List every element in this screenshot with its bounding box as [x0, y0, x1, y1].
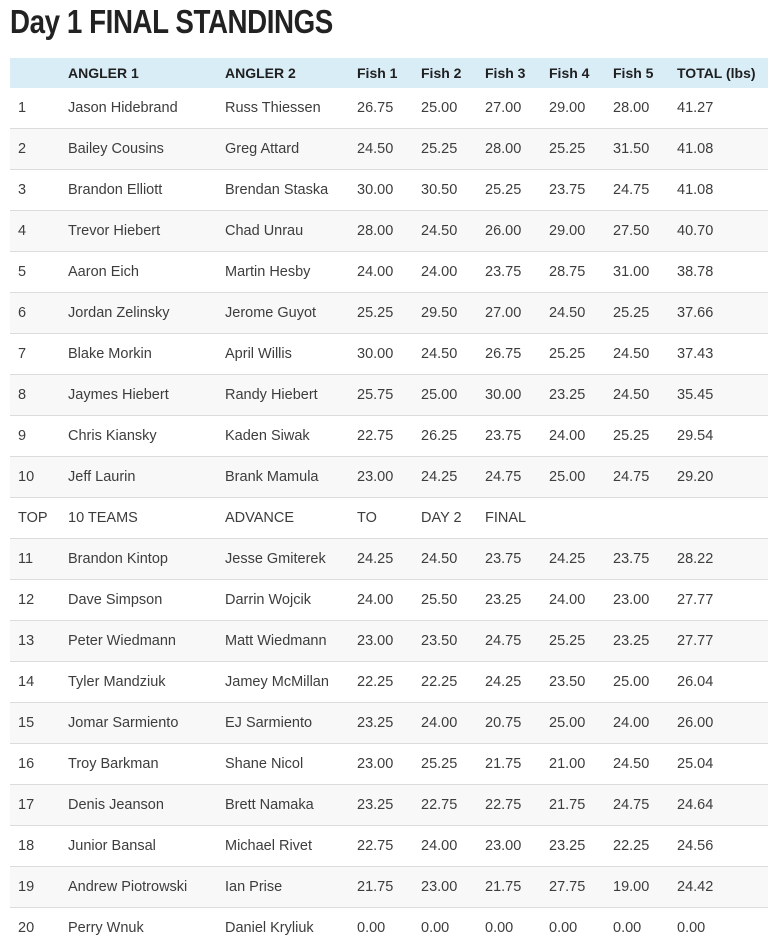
fish-5-cell: 24.75 — [605, 170, 669, 211]
table-row — [10, 211, 768, 252]
fish-4-cell: 24.50 — [541, 293, 605, 334]
rank-cell: 18 — [10, 826, 60, 867]
table-row — [10, 416, 768, 457]
total-cell: 25.04 — [669, 744, 768, 785]
fish-1-cell: 25.75 — [349, 375, 413, 416]
fish-3-cell: 23.25 — [477, 580, 541, 621]
total-cell: 37.66 — [669, 293, 768, 334]
rank-cell: 4 — [10, 211, 60, 252]
fish-1-cell: 22.75 — [349, 416, 413, 457]
fish-3-cell: 30.00 — [477, 375, 541, 416]
fish-4-cell: 24.00 — [541, 580, 605, 621]
angler1-cell: Jordan Zelinsky — [60, 293, 217, 334]
fish-1-cell: 26.75 — [357, 100, 394, 116]
fish-4-cell: 29.00 — [541, 211, 605, 252]
table-row — [10, 129, 768, 170]
angler2-cell: Michael Rivet — [217, 826, 349, 867]
fish-4-cell: 25.00 — [541, 457, 605, 498]
header-fish2: Fish 2 — [413, 58, 477, 88]
angler1-cell: Chris Kiansky — [60, 416, 217, 457]
header-rank — [10, 58, 60, 88]
angler2-cell: ADVANCE — [217, 498, 349, 539]
rank-cell: 13 — [10, 621, 60, 662]
fish-1-cell: 23.25 — [349, 785, 413, 826]
total-cell: 41.27 — [677, 100, 714, 116]
fish-5-cell: 25.25 — [605, 293, 669, 334]
fish-5-cell: 24.75 — [605, 457, 669, 498]
fish-1-cell: 28.00 — [349, 211, 413, 252]
angler1-cell: Denis Jeanson — [60, 785, 217, 826]
angler2-cell: Jesse Gmiterek — [217, 539, 349, 580]
header-angler1: ANGLER 1 — [60, 58, 217, 88]
fish-2-cell: 30.50 — [413, 170, 477, 211]
total-cell: 27.77 — [669, 580, 768, 621]
table-row — [10, 88, 768, 129]
fish-3-cell: 23.75 — [477, 252, 541, 293]
angler2-cell: Jerome Guyot — [217, 293, 349, 334]
table-header — [10, 58, 768, 88]
fish-2-cell: 26.25 — [413, 416, 477, 457]
fish-1-cell: 23.00 — [349, 457, 413, 498]
table-row — [10, 744, 768, 785]
fish-1-cell: 0.00 — [349, 908, 413, 945]
rank-cell: 1 — [18, 100, 27, 116]
fish-1-cell: TO — [349, 498, 413, 539]
rank-cell: 14 — [10, 662, 60, 703]
fish-2-cell: 22.25 — [413, 662, 477, 703]
fish-1-cell: 22.75 — [349, 826, 413, 867]
fish-3-cell: 0.00 — [477, 908, 541, 945]
standings-body — [10, 88, 768, 945]
header-fish1: Fish 1 — [349, 58, 413, 88]
angler2-cell: Greg Attard — [217, 129, 349, 170]
angler2-cell: Brett Namaka — [217, 785, 349, 826]
fish-3-cell: 23.75 — [477, 416, 541, 457]
total-cell: 27.77 — [669, 621, 768, 662]
fish-1-cell: 24.25 — [349, 539, 413, 580]
angler1-cell: Jomar Sarmiento — [60, 703, 217, 744]
fish-2-cell: 24.50 — [413, 334, 477, 375]
fish-2-cell: 24.00 — [413, 703, 477, 744]
fish-2-cell: 0.00 — [413, 908, 477, 945]
table-row — [10, 539, 768, 580]
fish-3-cell: 26.00 — [477, 211, 541, 252]
fish-1-cell: 30.00 — [349, 334, 413, 375]
header-fish5: Fish 5 — [605, 58, 669, 88]
fish-4-cell: 21.00 — [541, 744, 605, 785]
angler1-cell: Blake Morkin — [60, 334, 217, 375]
fish-1-cell: 24.00 — [349, 252, 413, 293]
fish-3-cell: 27.00 — [485, 100, 522, 116]
table-row — [10, 252, 768, 293]
fish-4-cell: 24.00 — [541, 416, 605, 457]
fish-5-cell: 31.50 — [605, 129, 669, 170]
fish-2-cell: 23.50 — [413, 621, 477, 662]
rank-cell: 20 — [10, 908, 60, 945]
fish-2-cell: 24.50 — [413, 539, 477, 580]
angler2-cell: Brendan Staska — [217, 170, 349, 211]
fish-5-cell: 22.25 — [605, 826, 669, 867]
fish-4-cell: 0.00 — [541, 908, 605, 945]
rank-cell: 6 — [10, 293, 60, 334]
fish-2-cell: 22.75 — [413, 785, 477, 826]
fish-3-cell: 24.75 — [477, 457, 541, 498]
header-angler2: ANGLER 2 — [217, 58, 349, 88]
rank-cell: 9 — [10, 416, 60, 457]
fish-3-cell: 21.75 — [477, 867, 541, 908]
fish-3-cell: 21.75 — [477, 744, 541, 785]
angler1-cell: Jeff Laurin — [60, 457, 217, 498]
angler2-cell: Darrin Wojcik — [217, 580, 349, 621]
fish-4-cell: 23.25 — [541, 375, 605, 416]
fish-5-cell — [605, 498, 669, 539]
total-cell — [669, 498, 768, 539]
angler2-cell: Kaden Siwak — [217, 416, 349, 457]
fish-4-cell: 25.25 — [541, 621, 605, 662]
table-row — [10, 621, 768, 662]
angler2-cell: Randy Hiebert — [217, 375, 349, 416]
angler1-cell: Troy Barkman — [60, 744, 217, 785]
total-cell: 26.00 — [669, 703, 768, 744]
fish-2-cell: 25.50 — [413, 580, 477, 621]
header-fish4: Fish 4 — [541, 58, 605, 88]
total-cell: 24.42 — [669, 867, 768, 908]
total-cell: 29.54 — [669, 416, 768, 457]
fish-5-cell: 24.50 — [605, 334, 669, 375]
fish-3-cell: 23.75 — [477, 539, 541, 580]
fish-2-cell: 23.00 — [413, 867, 477, 908]
fish-4-cell: 27.75 — [541, 867, 605, 908]
table-row — [10, 867, 768, 908]
fish-3-cell: 20.75 — [477, 703, 541, 744]
fish-2-cell: 25.00 — [421, 100, 458, 116]
fish-5-cell: 23.75 — [605, 539, 669, 580]
total-cell: 29.20 — [669, 457, 768, 498]
table-row — [10, 580, 768, 621]
fish-2-cell: 25.25 — [413, 129, 477, 170]
total-cell: 37.43 — [669, 334, 768, 375]
header-row — [10, 58, 768, 88]
rank-cell: 5 — [10, 252, 60, 293]
angler2-cell: Matt Wiedmann — [217, 621, 349, 662]
angler1-cell: Trevor Hiebert — [60, 211, 217, 252]
fish-5-cell: 25.00 — [605, 662, 669, 703]
fish-4-cell: 23.50 — [541, 662, 605, 703]
total-cell: 26.04 — [669, 662, 768, 703]
fish-4-cell: 25.25 — [541, 334, 605, 375]
fish-3-cell: 25.25 — [477, 170, 541, 211]
fish-3-cell: 28.00 — [477, 129, 541, 170]
angler1-cell: Dave Simpson — [60, 580, 217, 621]
angler2-cell: Daniel Kryliuk — [217, 908, 349, 945]
fish-4-cell: 21.75 — [541, 785, 605, 826]
total-cell: 0.00 — [669, 908, 768, 945]
table-row — [10, 457, 768, 498]
fish-5-cell: 24.50 — [605, 744, 669, 785]
rank-cell: 17 — [10, 785, 60, 826]
angler2-cell: Brank Mamula — [217, 457, 349, 498]
fish-1-cell: 23.00 — [349, 621, 413, 662]
angler2-cell: Russ Thiessen — [225, 100, 321, 116]
table-row — [10, 293, 768, 334]
total-cell: 24.64 — [669, 785, 768, 826]
page-title: Day 1 FINAL STANDINGS — [10, 3, 333, 40]
fish-5-cell: 31.00 — [605, 252, 669, 293]
table-row — [10, 703, 768, 744]
fish-4-cell: 25.25 — [541, 129, 605, 170]
table-row — [10, 662, 768, 703]
rank-cell: 15 — [10, 703, 60, 744]
fish-5-cell: 24.50 — [605, 375, 669, 416]
table-row — [10, 334, 768, 375]
rank-cell: TOP — [10, 498, 60, 539]
rank-cell: 12 — [10, 580, 60, 621]
angler2-cell: April Willis — [217, 334, 349, 375]
fish-4-cell — [541, 498, 605, 539]
fish-3-cell: 22.75 — [477, 785, 541, 826]
rank-cell: 8 — [10, 375, 60, 416]
angler1-cell: Tyler Mandziuk — [60, 662, 217, 703]
fish-5-cell: 19.00 — [605, 867, 669, 908]
table-row — [10, 908, 768, 945]
fish-3-cell: 26.75 — [477, 334, 541, 375]
fish-1-cell: 24.50 — [349, 129, 413, 170]
rank-cell: 16 — [10, 744, 60, 785]
angler1-cell: 10 TEAMS — [60, 498, 217, 539]
fish-4-cell: 29.00 — [549, 100, 586, 116]
fish-2-cell: 24.25 — [413, 457, 477, 498]
angler1-cell: Perry Wnuk — [60, 908, 217, 945]
fish-5-cell: 0.00 — [605, 908, 669, 945]
fish-5-cell: 23.00 — [605, 580, 669, 621]
total-cell: 24.56 — [669, 826, 768, 867]
fish-4-cell: 23.75 — [541, 170, 605, 211]
standings-table — [10, 58, 768, 945]
angler1-cell: Brandon Elliott — [60, 170, 217, 211]
total-cell: 28.22 — [669, 539, 768, 580]
fish-3-cell: 24.75 — [477, 621, 541, 662]
angler2-cell: Ian Prise — [217, 867, 349, 908]
fish-4-cell: 24.25 — [541, 539, 605, 580]
fish-4-cell: 23.25 — [541, 826, 605, 867]
fish-1-cell: 25.25 — [349, 293, 413, 334]
total-cell: 41.08 — [669, 129, 768, 170]
fish-3-cell: FINAL — [477, 498, 541, 539]
table-row — [10, 375, 768, 416]
fish-1-cell: 23.25 — [349, 703, 413, 744]
angler1-cell: Jason Hidebrand — [68, 100, 178, 116]
total-cell: 41.08 — [669, 170, 768, 211]
fish-1-cell: 30.00 — [349, 170, 413, 211]
angler1-cell: Bailey Cousins — [60, 129, 217, 170]
fish-2-cell: 25.25 — [413, 744, 477, 785]
fish-2-cell: 24.50 — [413, 211, 477, 252]
fish-1-cell: 21.75 — [349, 867, 413, 908]
fish-2-cell: 24.00 — [413, 252, 477, 293]
fish-1-cell: 22.25 — [349, 662, 413, 703]
total-cell: 40.70 — [669, 211, 768, 252]
angler2-cell: Jamey McMillan — [217, 662, 349, 703]
angler1-cell: Peter Wiedmann — [60, 621, 217, 662]
fish-5-cell: 24.75 — [605, 785, 669, 826]
fish-5-cell: 24.00 — [605, 703, 669, 744]
fish-1-cell: 23.00 — [349, 744, 413, 785]
table-row — [10, 170, 768, 211]
fish-5-cell: 28.00 — [613, 100, 650, 116]
rank-cell: 2 — [10, 129, 60, 170]
fish-1-cell: 24.00 — [349, 580, 413, 621]
angler1-cell: Aaron Eich — [60, 252, 217, 293]
rank-cell: 7 — [10, 334, 60, 375]
angler2-cell: EJ Sarmiento — [217, 703, 349, 744]
angler2-cell: Chad Unrau — [217, 211, 349, 252]
angler1-cell: Andrew Piotrowski — [60, 867, 217, 908]
rank-cell: 3 — [10, 170, 60, 211]
fish-4-cell: 25.00 — [541, 703, 605, 744]
fish-5-cell: 27.50 — [605, 211, 669, 252]
fish-2-cell: 24.00 — [413, 826, 477, 867]
rank-cell: 11 — [10, 539, 60, 580]
rank-cell: 10 — [10, 457, 60, 498]
angler2-cell: Martin Hesby — [217, 252, 349, 293]
header-total: TOTAL (lbs) — [669, 58, 768, 88]
table-row — [10, 826, 768, 867]
total-cell: 35.45 — [669, 375, 768, 416]
header-fish3: Fish 3 — [477, 58, 541, 88]
fish-2-cell: 29.50 — [413, 293, 477, 334]
table-row — [10, 785, 768, 826]
fish-5-cell: 25.25 — [605, 416, 669, 457]
table-row — [10, 498, 768, 539]
fish-4-cell: 28.75 — [541, 252, 605, 293]
rank-cell: 19 — [10, 867, 60, 908]
angler1-cell: Brandon Kintop — [60, 539, 217, 580]
angler2-cell: Shane Nicol — [217, 744, 349, 785]
fish-3-cell: 27.00 — [477, 293, 541, 334]
angler1-cell: Junior Bansal — [60, 826, 217, 867]
fish-2-cell: DAY 2 — [413, 498, 477, 539]
total-cell: 38.78 — [669, 252, 768, 293]
fish-2-cell: 25.00 — [413, 375, 477, 416]
fish-5-cell: 23.25 — [605, 621, 669, 662]
angler1-cell: Jaymes Hiebert — [60, 375, 217, 416]
fish-3-cell: 24.25 — [477, 662, 541, 703]
fish-3-cell: 23.00 — [477, 826, 541, 867]
